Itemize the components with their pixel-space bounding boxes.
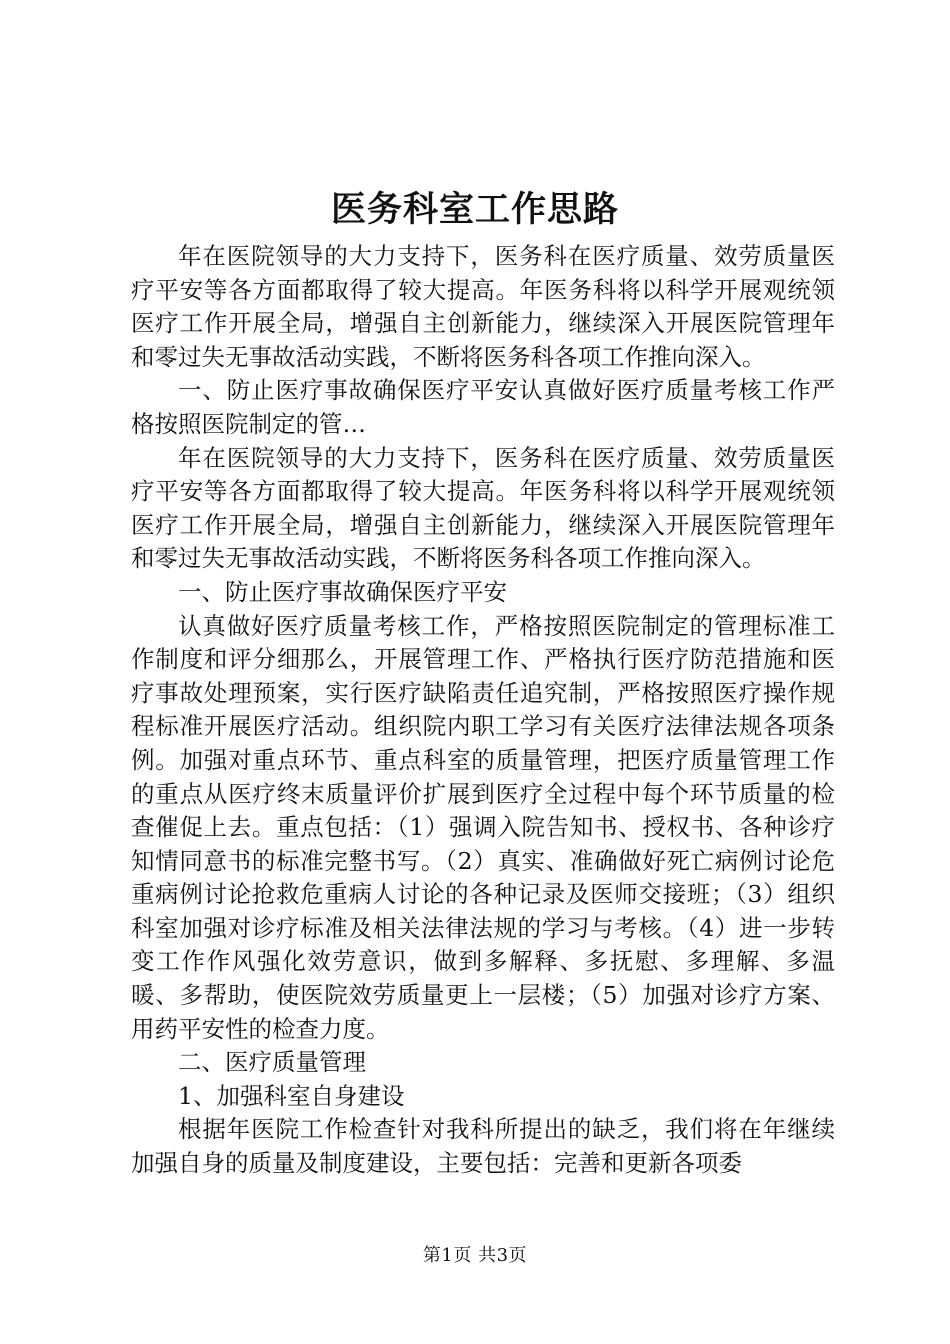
document-title: 医务科室工作思路 bbox=[330, 189, 619, 230]
paragraph: 一、防止医疗事故确保医疗平安认真做好医疗质量考核工作严格按照医院制定的管… bbox=[131, 376, 835, 438]
section-heading: 一、防止医疗事故确保医疗平安 bbox=[178, 577, 507, 606]
subsection-heading: 1、加强科室自身建设 bbox=[178, 1081, 405, 1110]
paragraph: 年在医院领导的大力支持下，医务科在医疗质量、效劳质量医疗平安等各方面都取得了较大提高。年医务科将以科学开展观统领医疗工作开展全局，增强自主创新能力，继续深入开展医院管理年和零过失无事故活动实践，不断将医务科各项工作推向深入。 bbox=[131, 242, 835, 371]
page-number-footer: 第1页 共3页 bbox=[422, 1245, 528, 1266]
paragraph: 认真做好医疗质量考核工作，严格按照医院制定的管理标准工作制度和评分细那么，开展管理工作、严格执行医疗防范措施和医疗事故处理预案，实行医疗缺陷责任追究制，严格按照医疗操作规程标准开展医疗活动。组织院内职工学习有关医疗法律法规各项条例。加强对重点环节、重点科室的质量管理，把医疗质量管理工作的重点从医疗终末质量评价扩展到医疗全过程中每个环节质量的检查催促上去。重点包括：（1）强调入院告知书、授权书、各种诊疗知情同意书的标准完整书写。（2）真实、准确做好死亡病例讨论危重病例讨论抢救危重病人讨论的各种记录及医师交接班；（3）组织科室加强对诊疗标准及相关法律法规的学习与考核。（4）进一步转变工作作风强化效劳意识，做到多解释、多抚慰、多理解、多温暖、多帮助，使医院效劳质量更上一层楼；（5）加强对诊疗方案、用药平安性的检查力度。 bbox=[131, 611, 835, 1043]
paragraph: 年在医院领导的大力支持下，医务科在医疗质量、效劳质量医疗平安等各方面都取得了较大提高。年医务科将以科学开展观统领医疗工作开展全局，增强自主创新能力，继续深入开展医院管理年和零过失无事故活动实践，不断将医务科各项工作推向深入。 bbox=[131, 443, 835, 573]
paragraph: 根据年医院工作检查针对我科所提出的缺乏，我们将在年继续加强自身的质量及制度建设，主要包括：完善和更新各项委 bbox=[131, 1115, 835, 1178]
document-body bbox=[131, 240, 835, 1181]
section-heading: 二、医疗质量管理 bbox=[178, 1048, 366, 1077]
